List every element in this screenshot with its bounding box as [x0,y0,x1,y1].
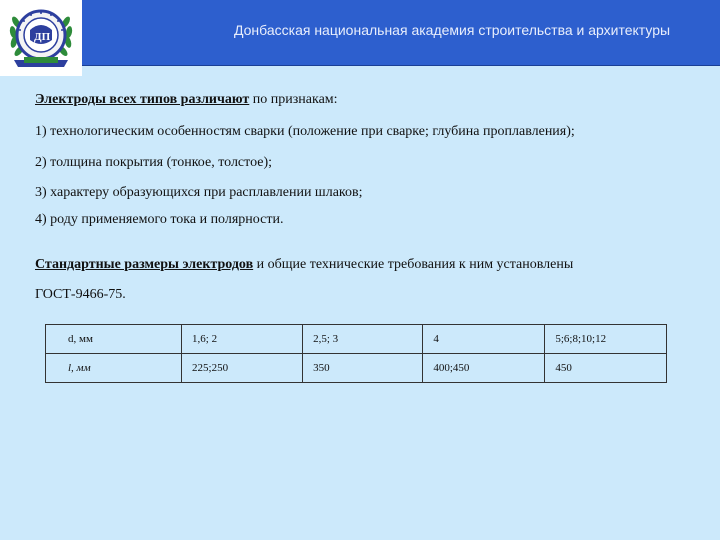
slide-header [0,0,720,65]
academy-logo [0,0,82,76]
criteria-item-4: 4) роду применяемого тока и полярности. [35,212,284,227]
table-cell: 350 [303,354,423,383]
criteria-item-2: 2) толщина покрытия (тонкое, толстое); [35,155,273,170]
table-cell: 400;450 [423,354,545,383]
intro-underlined-text: Электроды всех типов различают [35,92,250,107]
table-row [46,325,667,354]
table-cell: 4 [423,325,545,354]
electrode-sizes-table [45,324,667,383]
criteria-item-1: 1) технологическим особенностям сварки (положение при сварке; глубина проплавления); [35,124,575,139]
institution-title: Донбасская национальная академия строительства и архитектуры [234,22,671,38]
table-cell: 225;250 [182,354,303,383]
table-row [46,354,667,383]
svg-text:ДП: ДП [34,31,51,43]
title-bar [82,0,720,66]
table-cell: 1,6; 2 [182,325,303,354]
standard-sizes-line [35,257,573,273]
intro-line [35,92,338,108]
academy-emblem-icon [0,0,82,76]
criteria-item-3: 3) характеру образующихся при расплавлении шлаков; [35,185,363,200]
table-cell: 450 [545,354,667,383]
table-cell: 2,5; 3 [303,325,423,354]
table-cell: 5;6;8;10;12 [545,325,667,354]
table-cell: l, мм [46,354,182,383]
intro-rest-text: по признакам: [249,92,338,107]
standard-rest-text: и общие технические требования к ним установлены [253,257,574,272]
gost-reference: ГОСТ-9466-75. [35,287,126,302]
standard-underlined-text: Стандартные размеры электродов [35,257,254,272]
table-cell: d, мм [46,325,182,354]
